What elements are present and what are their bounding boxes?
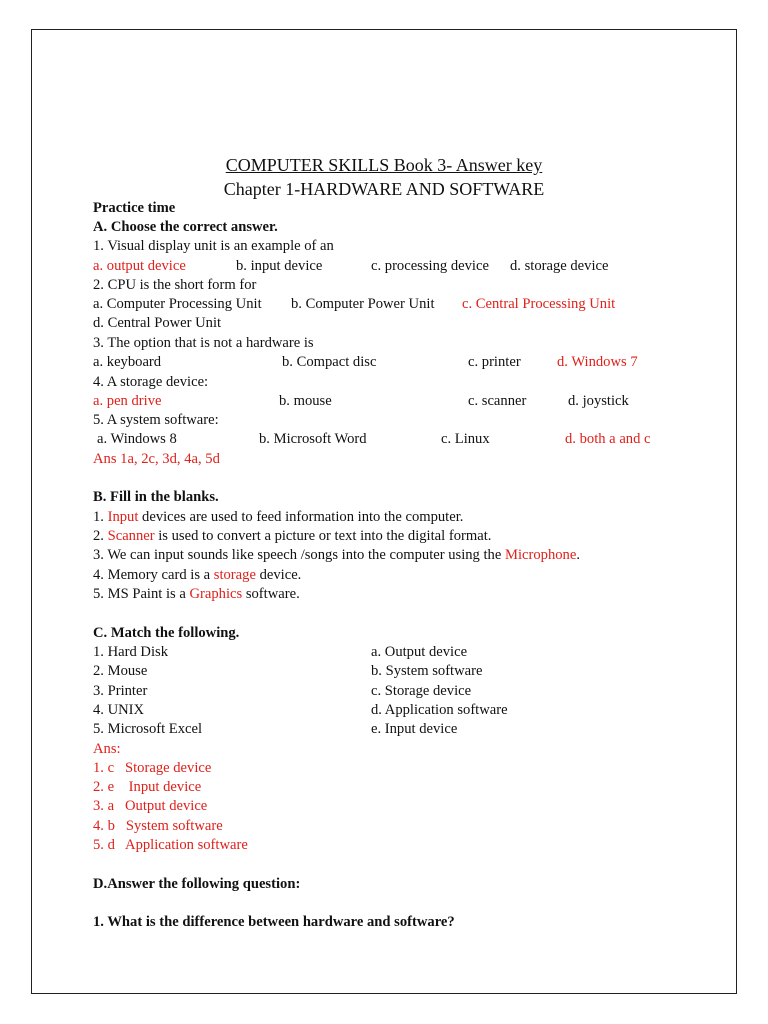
practice-label: Practice time (93, 200, 176, 216)
answer-graphics: Graphics (189, 586, 243, 602)
q2-option-d: d. Central Power Unit (93, 315, 222, 331)
answer-microphone: Microphone (504, 547, 577, 563)
section-d-question-1: 1. What is the difference between hardware and software? (93, 914, 455, 930)
answer-input: Input (107, 509, 139, 525)
q2-option-b: b. Computer Power Unit (291, 296, 435, 312)
question-3: 3. The option that is not a hardware is (93, 335, 314, 351)
fill-blank-5: 5. MS Paint is a Graphics software. (93, 586, 300, 602)
match-right-a: a. Output device (371, 644, 468, 660)
chapter-title: Chapter 1-HARDWARE AND SOFTWARE (223, 179, 545, 199)
section-a-heading: A. Choose the correct answer. (93, 219, 278, 235)
match-right-d: d. Application software (371, 702, 508, 718)
q2-option-a: a. Computer Processing Unit (93, 296, 262, 312)
match-answer-5: 5. d Application software (93, 837, 248, 853)
match-left-5: 5. Microsoft Excel (93, 721, 203, 737)
q5-option-b: b. Microsoft Word (259, 431, 367, 447)
section-c-heading: C. Match the following. (93, 625, 240, 641)
q3-option-a: a. keyboard (93, 354, 162, 370)
q4-option-d: d. joystick (568, 393, 629, 409)
fill-blank-2: 2. Scanner is used to convert a picture or text into the digital format. (93, 528, 492, 544)
question-5: 5. A system software: (93, 412, 219, 428)
q5-option-d: d. both a and c (565, 431, 651, 447)
q1-option-d: d. storage device (510, 258, 609, 274)
section-b-heading: B. Fill in the blanks. (93, 489, 219, 505)
q4-option-c: c. scanner (468, 393, 527, 409)
match-answer-3: 3. a Output device (93, 798, 208, 814)
match-left-4: 4. UNIX (93, 702, 145, 718)
match-right-b: b. System software (371, 663, 483, 679)
section-d-heading: D.Answer the following question: (93, 876, 301, 892)
q1-option-a: a. output device (93, 258, 186, 274)
q5-option-a: a. Windows 8 (97, 431, 177, 447)
q5-option-c: c. Linux (441, 431, 490, 447)
section-a-answers: Ans 1a, 2c, 3d, 4a, 5d (93, 451, 220, 467)
match-answer-4: 4. b System software (93, 818, 223, 834)
match-left-3: 3. Printer (93, 683, 148, 699)
document-title: COMPUTER SKILLS Book 3- Answer key (225, 155, 543, 175)
q3-option-b: b. Compact disc (282, 354, 377, 370)
q2-option-c: c. Central Processing Unit (462, 296, 616, 312)
fill-blank-4: 4. Memory card is a storage device. (93, 567, 302, 583)
match-left-2: 2. Mouse (93, 663, 148, 679)
match-left-1: 1. Hard Disk (93, 644, 168, 660)
match-right-c: c. Storage device (371, 683, 472, 699)
fill-blank-3: 3. We can input sounds like speech /songs into the computer using the Microphone. (93, 547, 580, 563)
answer-storage: storage (213, 567, 256, 583)
question-4: 4. A storage device: (93, 374, 209, 390)
match-ans-label: Ans: (93, 741, 121, 757)
answer-scanner: Scanner (107, 528, 155, 544)
question-2: 2. CPU is the short form for (93, 277, 257, 293)
q1-option-c: c. processing device (371, 258, 489, 274)
q4-option-a: a. pen drive (93, 393, 162, 409)
match-right-e: e. Input device (371, 721, 458, 737)
match-answer-1: 1. c Storage device (93, 760, 212, 776)
match-answer-2: 2. e Input device (93, 779, 202, 795)
q3-option-c: c. printer (468, 354, 521, 370)
q3-option-d: d. Windows 7 (557, 354, 638, 370)
q1-option-b: b. input device (236, 258, 323, 274)
fill-blank-1: 1. Input devices are used to feed information into the computer. (93, 509, 464, 525)
question-1: 1. Visual display unit is an example of an (93, 238, 334, 254)
q4-option-b: b. mouse (279, 393, 332, 409)
